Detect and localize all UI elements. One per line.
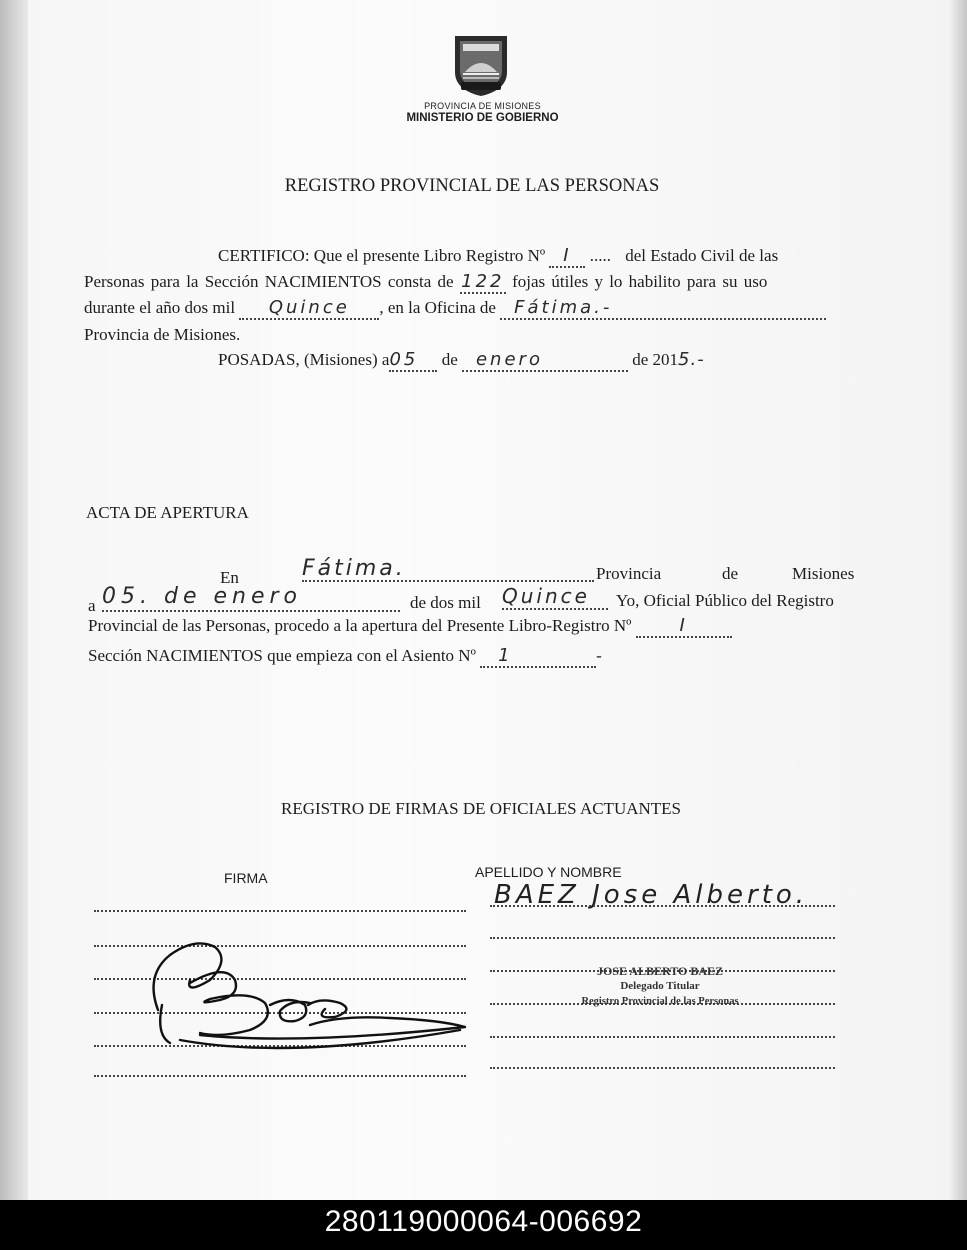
column-header-name: APELLIDO Y NOMBRE xyxy=(475,864,622,880)
name-line xyxy=(490,1036,835,1038)
handwritten-year-word: Quince xyxy=(239,297,379,320)
name-line xyxy=(490,905,835,907)
stamp-title: Delegado Titular xyxy=(620,980,700,992)
certificate-line-4: Provincia de Misiones. xyxy=(84,325,241,344)
acta-text: En xyxy=(220,568,239,587)
stamp-name: JOSE ALBERTO BAEZ xyxy=(596,964,724,978)
acta-line-3 xyxy=(88,615,863,638)
certificate-text: POSADAS, (Misiones) a xyxy=(218,350,390,369)
certificate-text: Personas para la Sección NACIMIENTOS consta de xyxy=(84,272,454,291)
acta-text: a xyxy=(88,596,96,615)
certificate-line-3 xyxy=(84,297,864,320)
name-line xyxy=(490,937,835,939)
header-province: PROVINCIA DE MISIONES xyxy=(424,101,541,111)
handwritten-book-number: I xyxy=(549,245,585,268)
signature-line xyxy=(94,1075,466,1077)
certificate-text: durante el año dos mil xyxy=(84,298,236,317)
acta-text: Sección NACIMIENTOS que empieza con el Asiento Nº xyxy=(88,646,476,665)
certificate-text: del Estado Civil de las xyxy=(625,246,779,265)
acta-text: Provincial de las Personas, procedo a la apertura del Presente Libro-Registro Nº xyxy=(88,616,632,635)
acta-text: - xyxy=(596,646,602,665)
handwritten-year-word-2: Quince xyxy=(502,584,608,610)
stamp-organization: Registro Provincial de las Personas xyxy=(581,996,739,1007)
acta-text: de dos mil xyxy=(410,593,481,612)
acta-line-4 xyxy=(88,645,602,668)
acta-text: de xyxy=(722,564,739,583)
acta-heading: ACTA DE APERTURA xyxy=(86,503,249,522)
handwritten-place: Fátima. xyxy=(302,556,594,582)
document-title: REGISTRO PROVINCIAL DE LAS PERSONAS xyxy=(284,176,660,196)
handwritten-register-number: I xyxy=(636,615,732,638)
name-line xyxy=(490,1067,835,1069)
acta-text: Yo, Oficial Público del Registro xyxy=(616,591,834,610)
signatures-heading: REGISTRO DE FIRMAS DE OFICIALES ACTUANTES xyxy=(281,799,681,818)
document-id: 280119000064-006692 xyxy=(324,1205,643,1238)
handwritten-signature xyxy=(140,935,470,1060)
handwritten-folios: 122 xyxy=(461,271,505,292)
handwritten-month: enero xyxy=(462,349,628,372)
handwritten-entry-number: 1 xyxy=(480,645,596,668)
handwritten-day: 05 xyxy=(389,349,437,372)
handwritten-year-digit: 5.- xyxy=(678,349,705,370)
handwritten-office: Fátima.- xyxy=(500,297,826,320)
header-ministry: MINISTERIO DE GOBIERNO xyxy=(406,112,559,124)
certificate-text: de xyxy=(441,350,458,369)
certificate-text: fojas útiles y lo habilito para su uso xyxy=(512,272,768,291)
signature-line xyxy=(94,910,466,912)
certificate-line-1: CERTIFICO: Que el presente Libro Registro Nº I ..... del Estado Civil de las xyxy=(218,245,779,266)
document-id-bar xyxy=(0,1200,967,1250)
coat-of-arms-logo xyxy=(447,32,515,98)
certificate-text: de 201 xyxy=(632,350,679,369)
certificate-text: CERTIFICO: Que el presente Libro Registro Nº xyxy=(218,246,546,265)
acta-text: Misiones xyxy=(792,564,855,583)
handwritten-officer-name: BAEZ Jose Alberto. xyxy=(494,880,809,910)
certificate-line-2 xyxy=(84,271,859,294)
handwritten-date: 05. de enero xyxy=(102,584,400,612)
acta-text: Provincia xyxy=(596,564,662,583)
column-header-signature: FIRMA xyxy=(224,870,268,886)
certificate-text: , en la Oficina de xyxy=(379,298,496,317)
certificate-line-5 xyxy=(218,349,705,372)
